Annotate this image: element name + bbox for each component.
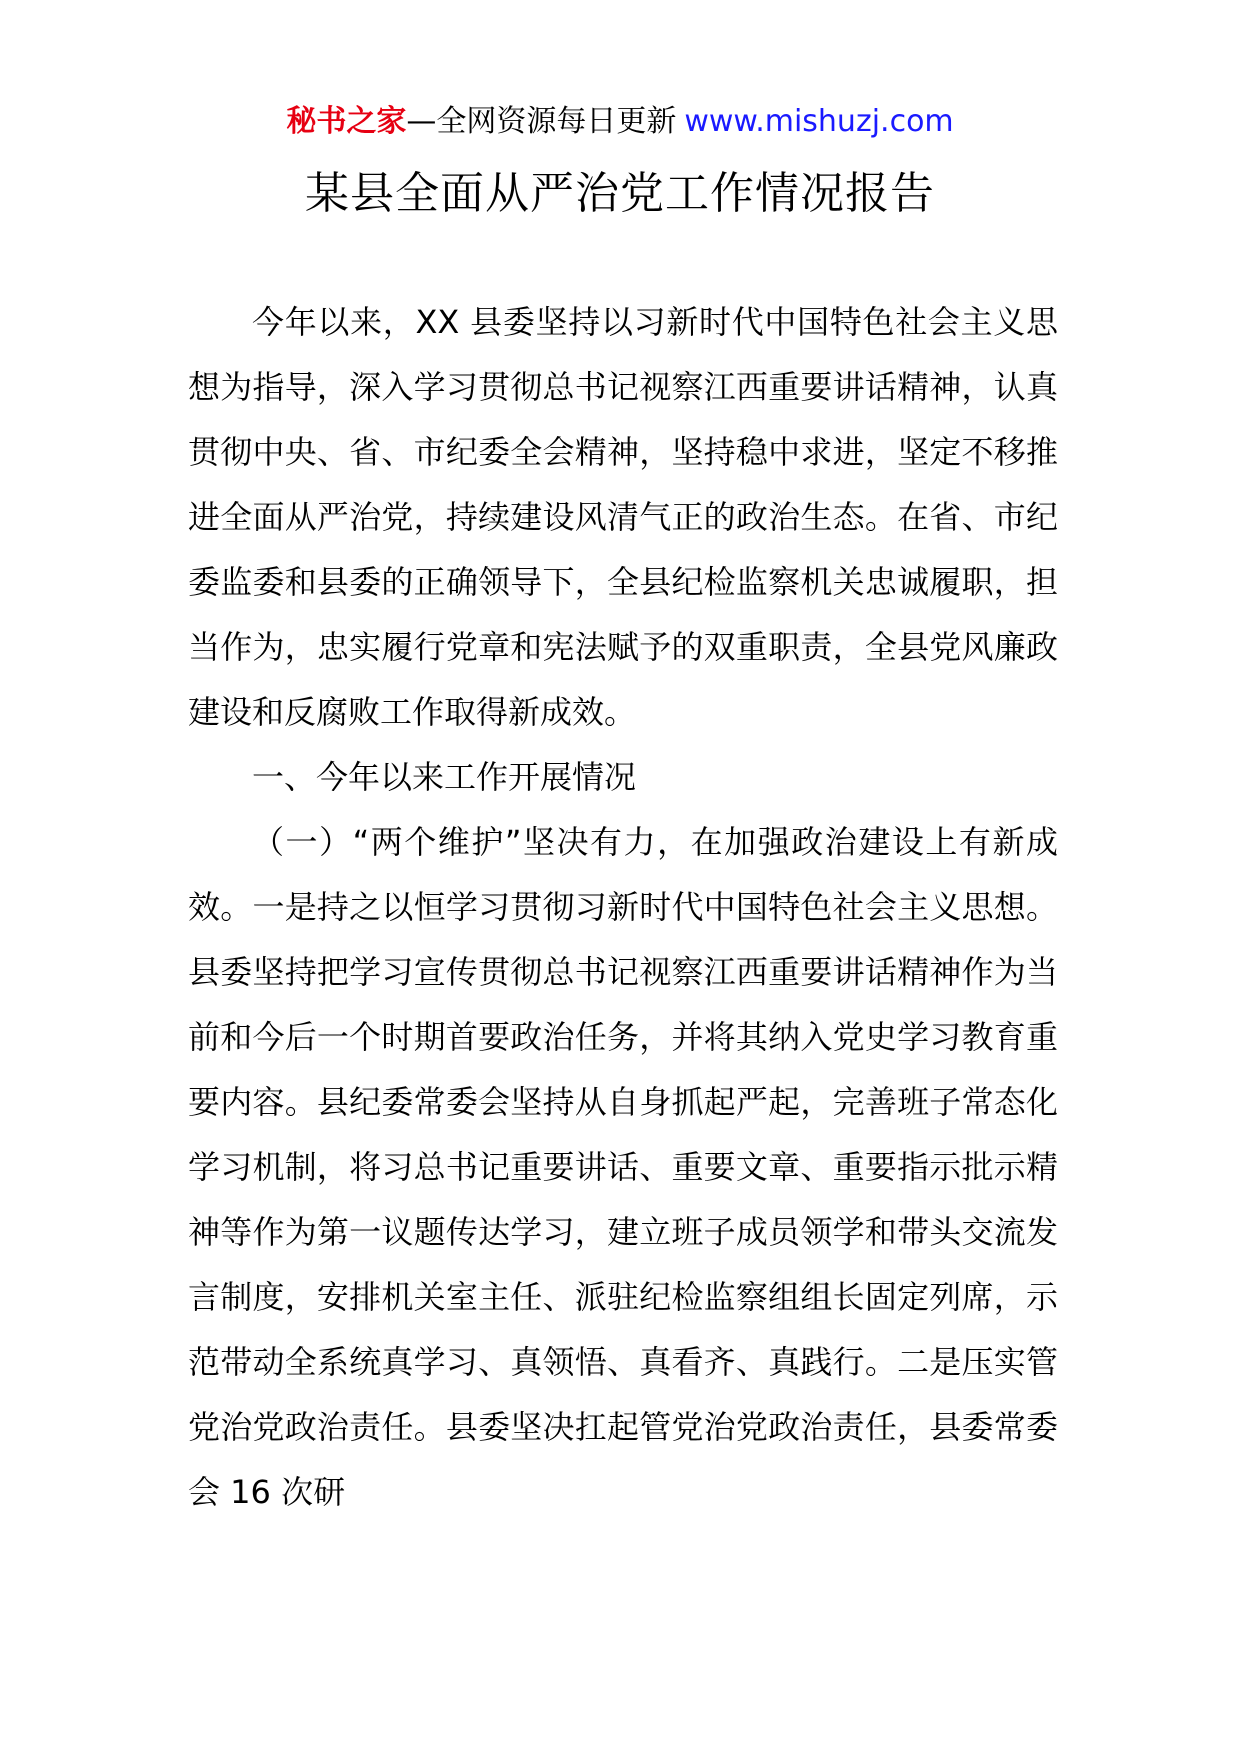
- section-1-heading: 一、今年以来工作开展情况: [252, 758, 637, 796]
- document-body: [188, 290, 1058, 1525]
- section-1-paragraph: （一）“两个维护”坚决有力，在加强政治建设上有新成效。一是持之以恒学习贯彻习新时代中国特色社会主义思想。县委坚持把学习宣传贯彻总书记视察江西重要讲话精神作为当前和今后一个时期首要政治任务，并将其纳入党史学习教育重要内容。县纪委常委会坚持从自身抓起严起，完善班子常态化学习机制，将习总书记重要讲话、重要文章、重要指示批示精神等作为第一议题传达学习，建立班子成员领学和带头交流发言制度，安排机关室主任、派驻纪检监察组组长固定列席，示范带动全系统真学习、真领悟、真看齐、真践行。二是压实管党治党政治责任。县委坚决扛起管党治党政治责任，县委常委会 16 次研: [188, 823, 1058, 1511]
- brand-name: 秘书之家: [286, 104, 407, 139]
- site-url-link[interactable]: www.mishuzj.com: [684, 104, 954, 139]
- intro-paragraph: 今年以来，XX 县委坚持以习新时代中国特色社会主义思想为指导，深入学习贯彻总书记视察江西重要讲话精神，认真贯彻中央、省、市纪委全会精神，坚持稳中求进，坚定不移推进全面从严治党，持续建设风清气正的政治生态。在省、市纪委监委和县委的正确领导下，全县纪检监察机关忠诚履职，担当作为，忠实履行党章和宪法赋予的双重职责，全县党风廉政建设和反腐败工作取得新成效。: [188, 303, 1058, 731]
- document-title: 某县全面从严治党工作情况报告: [305, 168, 935, 219]
- site-header: [0, 100, 1240, 144]
- header-slogan: —全网资源每日更新: [406, 104, 677, 139]
